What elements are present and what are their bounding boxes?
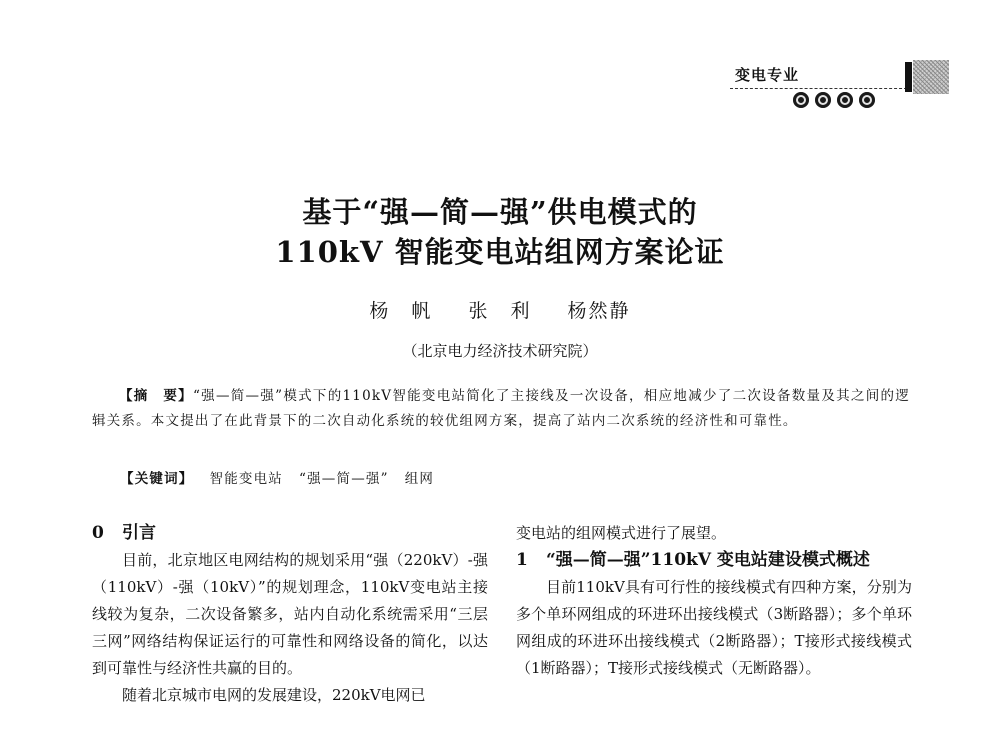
paper-title-line-1: 基于“强—简—强”供电模式的: [302, 195, 698, 229]
abstract-label: 【摘 要】: [119, 388, 193, 404]
author-affiliation: （北京电力经济技术研究院）: [402, 342, 598, 360]
left-column: [92, 520, 488, 709]
abstract-block: [92, 384, 910, 434]
flower-ornament-icon: [859, 92, 875, 108]
author-name: 杨然静: [567, 300, 631, 322]
keyword-item: “强—简—强”: [299, 471, 389, 487]
keywords-label: 【关键词】: [120, 471, 194, 487]
header-ornament: [793, 92, 875, 108]
keyword-item: 组网: [404, 471, 435, 487]
header-pattern-block: [913, 60, 949, 94]
keyword-item: 智能变电站: [209, 471, 283, 487]
right-column: [516, 520, 912, 682]
section-number: 0: [92, 523, 104, 543]
keywords-block: [120, 467, 434, 487]
flower-ornament-icon: [815, 92, 831, 108]
body-paragraph: 随着北京城市电网的发展建设，220kV电网已: [122, 686, 426, 704]
flower-ornament-icon: [837, 92, 853, 108]
author-name: 张 利: [468, 300, 532, 322]
journal-section-label: 变电专业: [735, 66, 800, 84]
body-paragraph: 目前，北京地区电网结构的规划采用“强（220kV）-强（110kV）-强（10kV）”的规划理念，110kV变电站主接线较为复杂，二次设备繁多，站内自动化系统需采用“三层三网”网络结构保证运行的可靠性和网络设备的简化，以达到可靠性与经济性共赢的目的。: [92, 551, 488, 677]
section-title: “强—简—强”110kV 变电站建设模式概述: [546, 550, 870, 570]
section-title: 引言: [122, 523, 156, 543]
body-paragraph: 目前110kV具有可行性的接线模式有四种方案，分别为多个单环网组成的环进环出接线模式（3断路器）；多个单环网组成的环进环出接线模式（2断路器）；T接形式接线模式（1断路器）；T接形式接线模式（无断路器）。: [516, 578, 912, 677]
header-dashed-rule: [730, 88, 912, 89]
section-heading-intro: [92, 520, 488, 547]
abstract-paragraph: [92, 384, 910, 434]
header-bar-mark: [905, 62, 912, 92]
section-number: 1: [516, 550, 528, 570]
body-paragraph-continued: 变电站的组网模式进行了展望。: [516, 524, 727, 542]
abstract-text: “强—简—强”模式下的110kV智能变电站简化了主接线及一次设备，相应地减少了二次设备数量及其之间的逻辑关系。本文提出了在此背景下的二次自动化系统的较优组网方案，提高了站内二次系统的经济性和可靠性。: [92, 388, 911, 429]
author-name: 杨 帆: [369, 300, 433, 322]
author-list: [0, 296, 1000, 323]
flower-ornament-icon: [793, 92, 809, 108]
paper-title-line-2: 110kV 智能变电站组网方案论证: [275, 235, 725, 269]
section-heading-overview: [516, 547, 912, 574]
